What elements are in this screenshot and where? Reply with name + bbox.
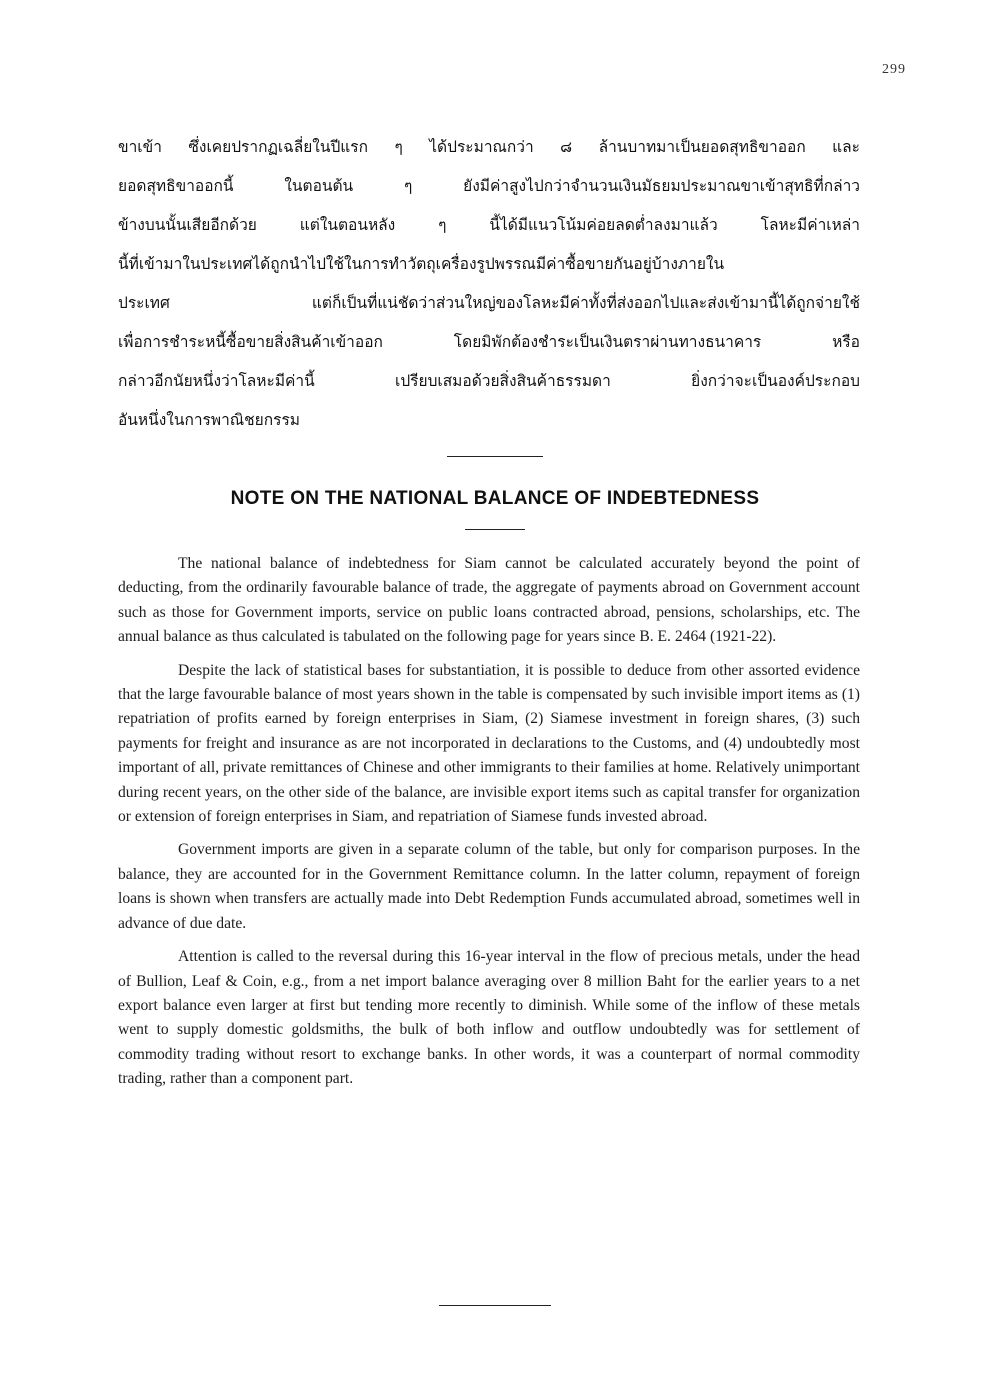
thai-line: นี้ที่เข้ามาในประเทศได้ถูกนำไปใช้ในการทำวัตถุเครื่องรูปพรรณมีค่าซื้อขายกันอยู่บ้างภายใน [118,255,725,273]
thai-line: ประเทศ แต่ก็เป็นที่แน่ชัดว่าส่วนใหญ่ของโลหะมีค่าทั้งที่ส่งออกไปและส่งเข้ามานี้ได้ถูกจ่ายใช้ [118,294,860,312]
note-paragraph: Attention is called to the reversal during this 16-year interval in the flow of precious metals, under the head of Bullion, Leaf & Coin, e.g., from a net import balance averaging over 8 million Baht for the earlier years to a net export balance even larger at first but tending more recently to diminish. While some of the inflow of these metals went to supply domestic goldsmiths, the bulk of both inflow and outflow undoubtedly was for settlement of commodity trading without resort to exchange banks. In other words, it was a counterpart of normal commodity trading, rather than a component part. [118,948,860,1088]
thai-line: ข้างบนนั้นเสียอีกด้วย แต่ในตอนหลัง ๆ นี้ได้มีแนวโน้มค่อยลดต่ำลงมาแล้ว โลหะมีค่าเหล่า [118,216,860,234]
thai-line: ยอดสุทธิขาออกนี้ ในตอนต้น ๆ ยังมีค่าสูงไปกว่าจำนวนเงินมัธยมประมาณขาเข้าสุทธิที่กล่าว [118,177,860,195]
end-divider [439,1305,551,1306]
note-body [118,552,860,1101]
thai-paragraph [118,128,860,440]
thai-line: เพื่อการชำระหนี้ซื้อขายสิ่งสินค้าเข้าออก โดยมิพักต้องชำระเป็นเงินตราผ่านทางธนาคาร หรือ [118,333,860,351]
note-heading: NOTE ON THE NATIONAL BALANCE OF INDEBTEDNESS [230,488,760,509]
note-paragraph: The national balance of indebtedness for Siam cannot be calculated accurately beyond the point of deducting, from the ordinarily favourable balance of trade, the aggregate of payments abroad on Government account such as those for Government imports, service on public loans contracted abroad, pensions, scholarships, etc. The annual balance as thus calculated is tabulated on the following page for years since B. E. 2464 (1921-22). [118,555,860,646]
thai-line: อันหนึ่งในการพาณิชยกรรม [118,411,301,429]
note-paragraph: Government imports are given in a separate column of the table, but only for comparison purposes. In the balance, they are accounted for in the Government Remittance column. In the latter column, repayment of foreign loans is shown when transfers are actually made into Debt Redemption Funds accumulated abroad, sometimes well in advance of due date. [118,841,860,932]
thai-line: กล่าวอีกนัยหนึ่งว่าโลหะมีค่านี้ เปรียบเสมอด้วยสิ่งสินค้าธรรมดา ยิ่งกว่าจะเป็นองค์ประกอบ [118,372,860,390]
page-number: 299 [882,62,906,77]
heading-underline [465,529,525,530]
section-divider [447,456,543,457]
thai-line: ขาเข้า ซึ่งเคยปรากฏเฉลี่ยในปีแรก ๆ ได้ประมาณกว่า ๘ ล้านบาทมาเป็นยอดสุทธิขาออก และ [118,138,860,156]
note-paragraph: Despite the lack of statistical bases for substantiation, it is possible to deduce from other assorted evidence that the large favourable balance of most years shown in the table is compensated by such invisible import items as (1) repatriation of profits earned by foreign enterprises in Siam, (2) Siamese investment in foreign shares, (3) such payments for freight and insurance as are not incorporated in declarations to the Customs, and (4) undoubtedly most important of all, private remittances of Chinese and other immigrants to their families at home. Relatively unimportant during recent years, on the other side of the balance, are invisible export items such as capital transfer for organization or extension of foreign enterprises in Siam, and repatriation of Siamese funds invested abroad. [118,661,860,826]
